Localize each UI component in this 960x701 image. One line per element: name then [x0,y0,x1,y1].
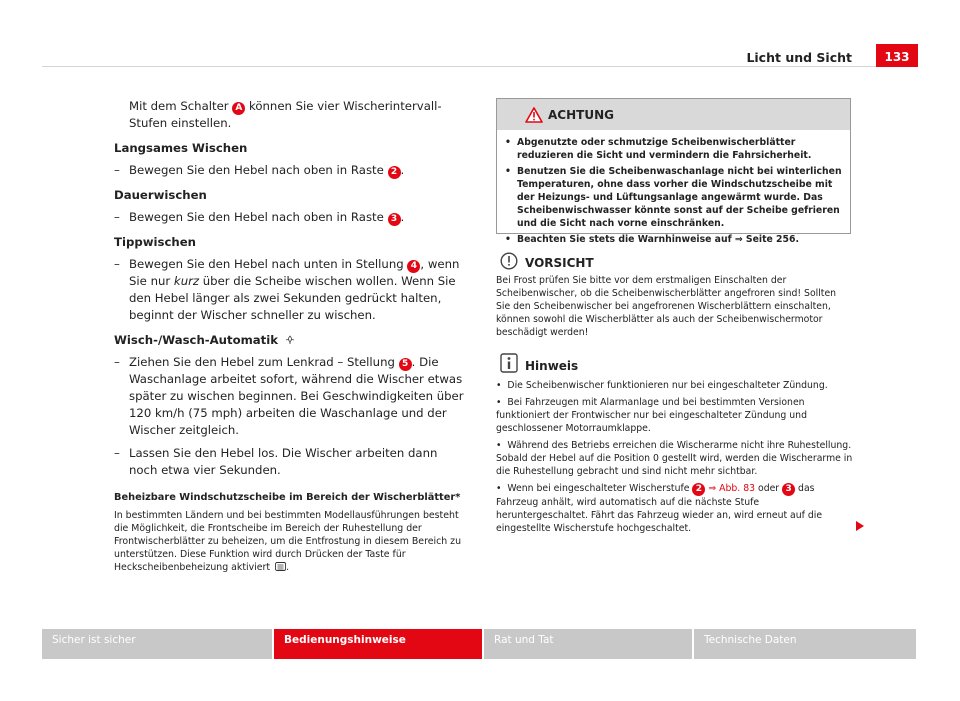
callout-3-icon: 3 [782,483,795,496]
page-number: 133 [876,44,918,67]
left-column [114,98,464,574]
continue-arrow-icon [855,520,865,532]
list-item: • Die Scheibenwischer funktionieren nur bei eingeschalteter Zündung. [496,380,828,391]
footer-nav [42,629,916,659]
callout-2-icon: 2 [692,483,705,496]
tab-operating-instructions[interactable]: Bedienungshinweise [274,629,482,659]
heading-wash-automatic: Wisch-/Wasch-Automatik [114,332,464,349]
warning-triangle-icon [525,107,543,123]
callout-a-icon: A [232,102,245,115]
list-item: • Bei Fahrzeugen mit Alarmanlage und bei bestimmten Versionen funktioniert der Frontwischer nur bei eingeschalteter Zündung und geschlossener Motorraumklappe. [496,397,807,434]
warning-box [496,98,851,245]
figure-reference-link[interactable]: ⇒ Abb. 83 [708,483,756,494]
heading-slow-wipe: Langsames Wischen [114,141,248,155]
warning-body [497,130,850,246]
list-item: • Benutzen Sie die Scheibenwaschanlage nicht bei winterlichen Temperaturen, ohne dass vorher die Windschutzscheibe mit der Heizungs- und Lüftungsanlage angewärmt wurde. Das Scheibenwischwasser könnte sonst auf der Scheibe gefrieren und die Sicht nach vorne einschränken. [505,165,842,230]
list-item: – Bewegen Sie den Hebel nach oben in Raste 2 . [114,162,464,179]
heading-continuous-wipe: Dauerwischen [114,188,207,202]
header-rule [42,66,876,67]
notice-header [496,252,853,274]
tab-technical-data[interactable]: Technische Daten [694,629,916,659]
callout-2-icon: 2 [388,166,401,179]
heading-heated-windscreen: Beheizbare Windschutzscheibe im Bereich der Wischerblätter* [114,492,461,503]
list-item: • Beachten Sie stets die Warnhinweise auf ⇒ Seite 256. [505,233,842,246]
notice-text: Bei Frost prüfen Sie bitte vor dem erstmaligen Einschalten der Scheibenwischer, ob die Scheibenwischerblätter angefroren sind! Sollten Sie den Scheibenwischer bei angefrorenen Wischerblättern einschalten, können sowohl die Wischerblätter als auch der Scheibenwischermotor beschädigt werden! [496,275,837,338]
callout-5-icon: 5 [399,358,412,371]
flower-icon [285,335,295,345]
rear-window-heating-icon [275,562,286,571]
caution-icon [500,252,518,270]
list-item: • Abgenutzte oder schmutzige Scheibenwischerblätter reduzieren die Sicht und vermindern die Fahrsicherheit. [505,136,842,162]
warning-header [497,99,850,130]
page-reference-link[interactable]: ⇒ Seite 256 [734,234,796,245]
hint-body [496,379,853,535]
tab-advice[interactable]: Rat und Tat [484,629,692,659]
right-column [496,98,853,539]
intro-paragraph: Mit dem Schalter A können Sie vier Wischerintervall-Stufen einstellen. [129,99,442,130]
callout-3-icon: 3 [388,213,401,226]
warning-title: ACHTUNG [548,108,614,122]
list-item: – Lassen Sie den Hebel los. Die Wischer arbeiten dann noch etwa vier Sekunden. [114,445,464,479]
tab-safety[interactable]: Sicher ist sicher [42,629,272,659]
notice-title: VORSICHT [525,256,594,270]
heading-tip-wipe: Tippwischen [114,235,196,249]
chapter-title: Licht und Sicht [746,50,852,65]
list-item: – Ziehen Sie den Hebel zum Lenkrad – Stellung 5 . Die Waschanlage arbeitet sofort, während die Wischer etwas später zu wischen beginnen. Bei Geschwindigkeiten über 120 km/h (75 mph) arbeiten die Waschanlage und der Wischer zeitgleich. [114,354,464,439]
hint-title: Hinweis [525,359,579,373]
list-item: – Bewegen Sie den Hebel nach oben in Raste 3 . [114,209,464,226]
info-icon [500,353,518,373]
hint-header [496,353,853,375]
heated-windscreen-text: In bestimmten Ländern und bei bestimmten Modellausführungen besteht die Möglichkeit, die Frontscheibe im Bereich der Ruhestellung der Frontwischerblätter zu beheizen, um die Entfrostung in diesem Bereich zu unterstützen. Diese Funktion wird durch Drücken der Taste für Heckscheibenbeheizung aktiviert . [114,510,462,573]
list-item: – Bewegen Sie den Hebel nach unten in Stellung 4 , wenn Sie nur kurz über die Scheibe wischen wollen. Wenn Sie den Hebel länger als zwei Sekunden gedrückt halten, beginnt der Wischer schneller zu wischen. [114,256,464,324]
callout-4-icon: 4 [407,260,420,273]
list-item: • Wenn bei eingeschalteter Wischerstufe 2 ⇒ Abb. 83 oder 3 das Fahrzeug anhält, wird automatisch auf die nächste Stufe heruntergeschaltet. Fährt das Fahrzeug wieder an, wird erneut auf die eingestellte Wischerstufe hochgeschaltet. [496,483,823,534]
list-item: • Während des Betriebs erreichen die Wischerarme nicht ihre Ruhestellung. Sobald der Hebel auf die Position 0 gestellt wird, werden die Wischerarme in die Ruhestellung gebracht und sind nicht mehr sichtbar. [496,440,853,477]
